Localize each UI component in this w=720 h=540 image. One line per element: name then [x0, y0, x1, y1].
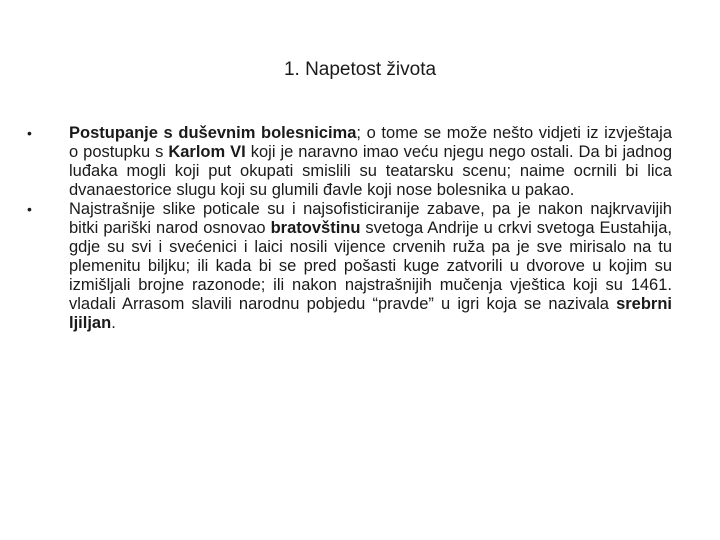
bullet-text-run: ; o tome se može nešto vidjeti iz izvještaja o postupku s — [69, 124, 673, 161]
bullet-dot-icon: • — [27, 201, 32, 217]
slide-body — [24, 124, 672, 333]
bullet-item-mentally-ill — [24, 124, 672, 200]
bullet-item-entertainment — [24, 200, 672, 333]
bullet-text-run-bold: Postupanje s duševnim bolesnicima — [69, 124, 357, 142]
bullet-list — [24, 124, 672, 333]
bullet-text-run-bold: bratovštinu — [270, 219, 361, 237]
slide-title: 1. Napetost života — [283, 59, 437, 80]
bullet-dot-icon: • — [27, 125, 32, 141]
bullet-text-run-bold: srebrni ljiljan — [69, 295, 672, 332]
bullet-text-run: . — [111, 314, 116, 332]
bullet-text-run: svetoga Andrije u crkvi svetoga Eustahija, gdje su svi i svećenici i laici nosili vijence crvenih ruža pa je sve mirisalo na tu plemenitu biljku; ili kada bi se pred pošasti kuge zatvorili u dvorove u kojim su izmišljali brojne razonode; ili nakon najstrašnijih mučenja vještica koji su 1461. vladali Arrasom slavili narodnu pobjedu “pravde” u igri koja se nazivala — [69, 219, 672, 313]
bullet-text-run: Najstrašnije slike poticale su i najsofisticiranije zabave, pa je nakon najkrvavijih bitki pariški narod osnovao — [69, 200, 672, 237]
bullet-text-run-bold: Karlom VI — [168, 143, 246, 161]
bullet-text-run: koji je naravno imao veću njegu nego ostali. Da bi jadnog luđaka mogli koji put okupati smislili su teatarsku scenu; naime ocrnili bi lica dvanaestorice slugu koji su glumili đavle koji nose bolesnika u pakao. — [69, 143, 672, 199]
